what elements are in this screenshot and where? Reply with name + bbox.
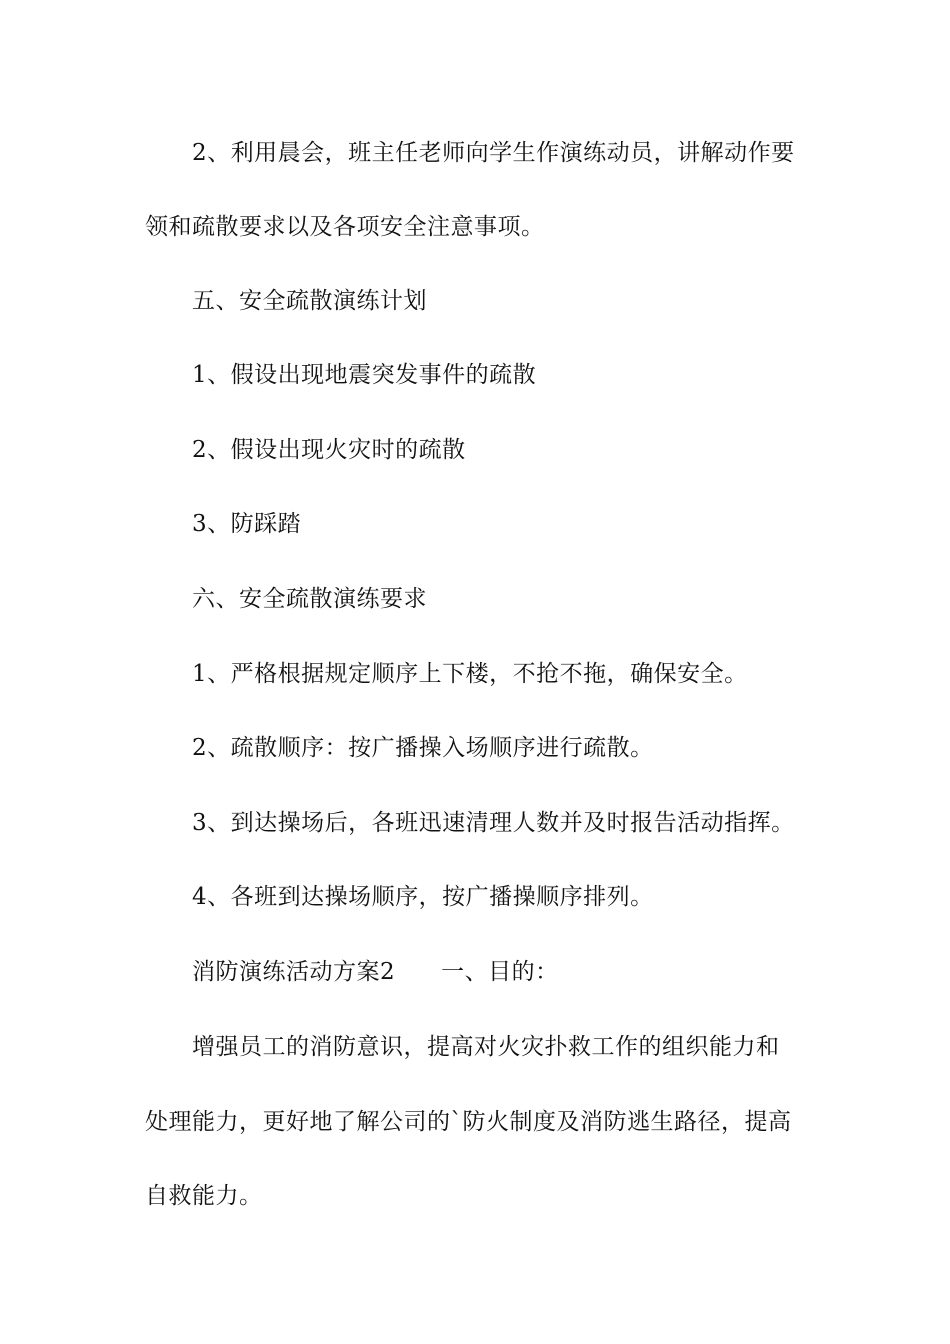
list-item: 4、各班到达操场顺序，按广播操顺序排列。 (192, 884, 654, 910)
paragraph-line: 领和疏散要求以及各项安全注意事项。 (145, 214, 545, 240)
section-heading: 一、目的： (441, 959, 559, 985)
list-item: 3、到达操场后，各班迅速清理人数并及时报告活动指挥。 (192, 810, 795, 836)
section-heading: 六、安全疏散演练要求 (192, 586, 427, 612)
list-item: 1、严格根据规定顺序上下楼，不抢不拖，确保安全。 (192, 661, 748, 687)
plan-title: 消防演练活动方案2 (192, 959, 396, 985)
paragraph-line: 自救能力。 (145, 1183, 263, 1209)
plan-title-line (0, 957, 950, 987)
list-item: 2、疏散顺序：按广播操入场顺序进行疏散。 (192, 735, 654, 761)
list-item: 1、假设出现地震突发事件的疏散 (192, 362, 537, 388)
paragraph-line: 增强员工的消防意识，提高对火灾扑救工作的组织能力和 (192, 1034, 780, 1060)
paragraph-line: 2、利用晨会，班主任老师向学生作演练动员，讲解动作要 (192, 140, 795, 166)
list-item: 2、假设出现火灾时的疏散 (192, 437, 466, 463)
paragraph-line: 处理能力，更好地了解公司的`防火制度及消防逃生路径，提高 (145, 1109, 792, 1135)
section-heading: 五、安全疏散演练计划 (192, 288, 427, 314)
list-item: 3、防踩踏 (192, 511, 302, 537)
